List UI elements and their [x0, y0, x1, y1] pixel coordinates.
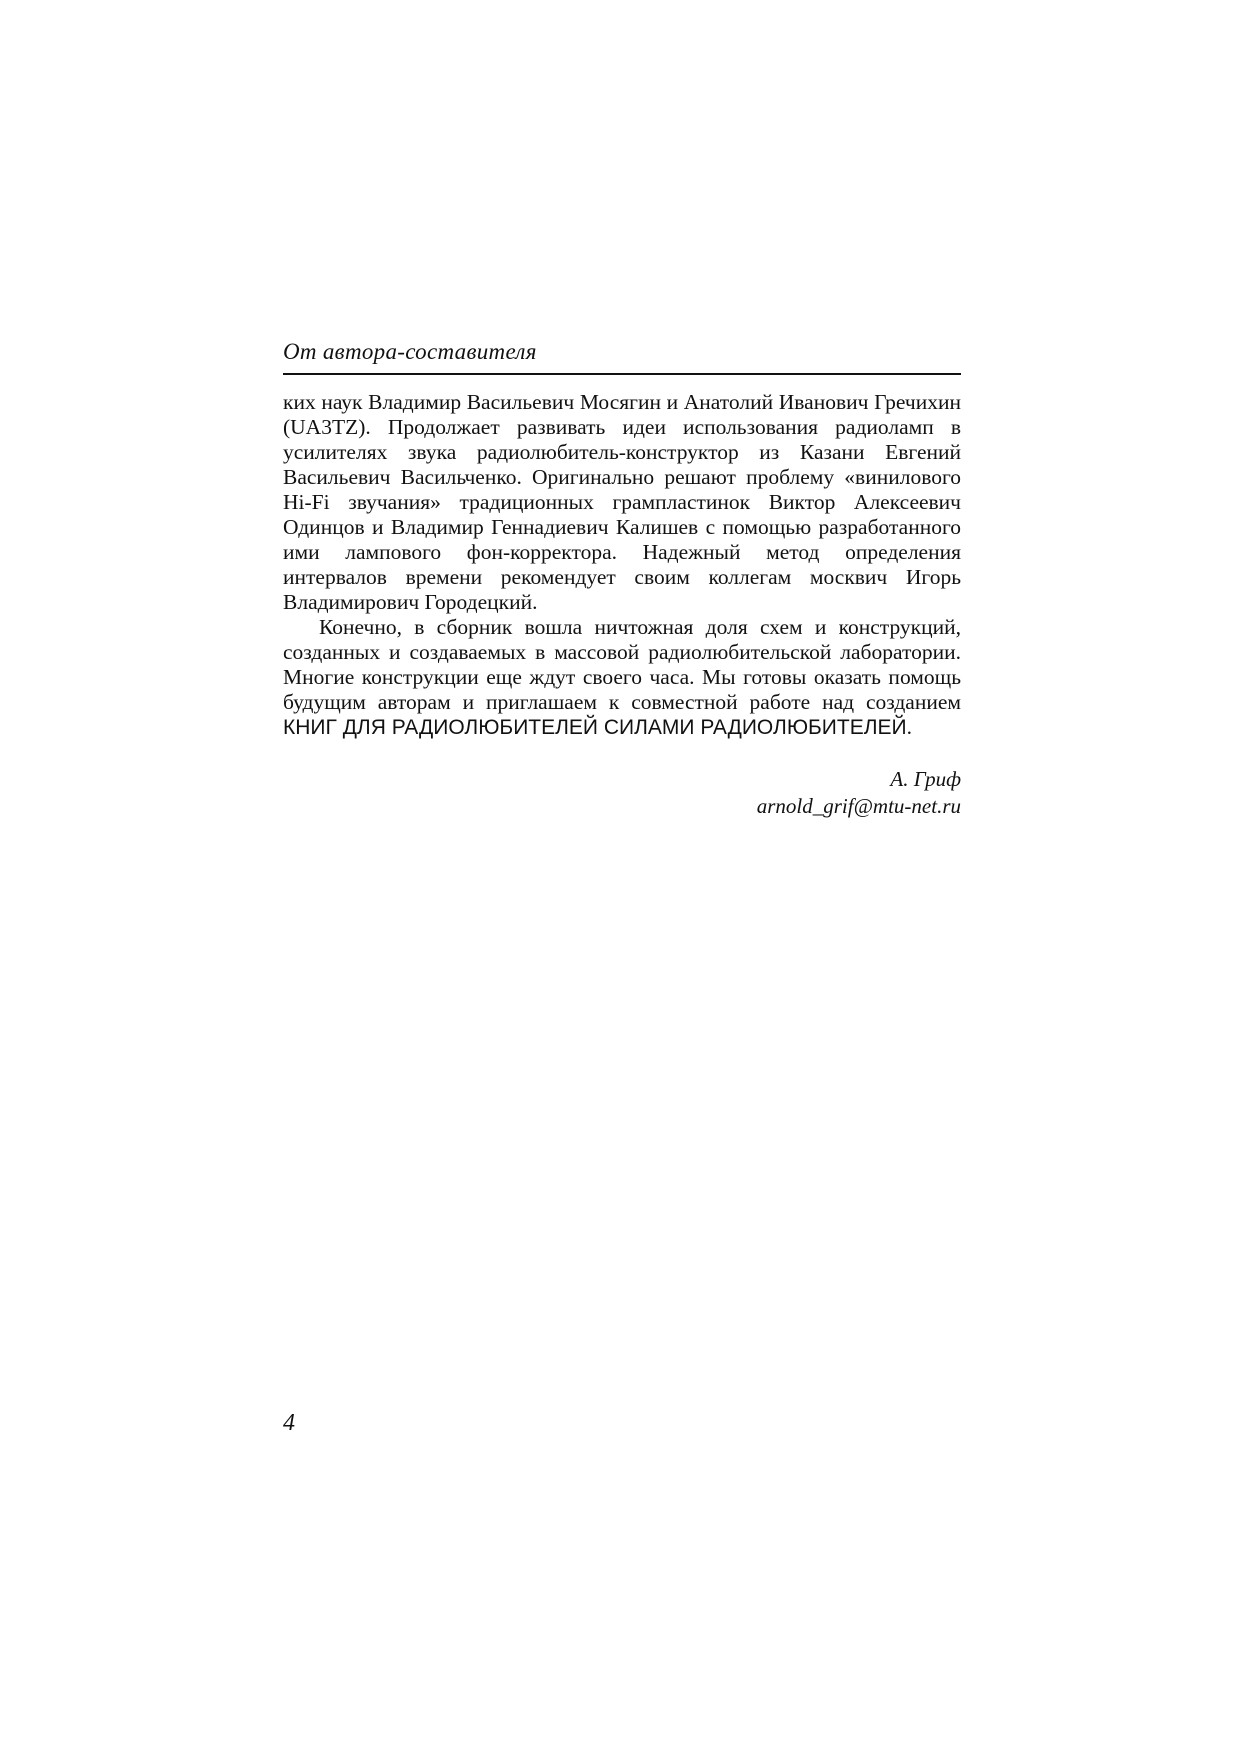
paragraph-2 [283, 615, 961, 740]
body-text [283, 390, 961, 740]
running-head [283, 337, 961, 375]
running-head-title: От автора-составителя [283, 339, 537, 364]
page-number: 4 [283, 1410, 295, 1436]
paragraph-1: ких наук Владимир Васильевич Мосягин и Анатолий Иванович Гречихин (UA3TZ). Продолжает развивать идеи использования радиоламп в усилителях звука радиолюбитель-конструктор из Казани Евгений Васильевич Васильченко. Оригинально решают проблему «винилового Hi-Fi звучания» традиционных грампластинок Виктор Алексеевич Одинцов и Владимир Геннадиевич Калишев с помощью разработанного ими лампового фон-корректора. Надежный метод определения интервалов времени рекомендует своим коллегам москвич Игорь Владимирович Городецкий. [283, 390, 961, 614]
signature-email: arnold_grif@mtu-net.ru [756, 794, 961, 818]
signature-author: А. Гриф [890, 767, 961, 791]
paragraph-2-end: . [906, 715, 912, 739]
paragraph-2-text: Конечно, в сборник вошла ничтожная доля схем и конструкций, созданных и создаваемых в массовой радиолюбительской лаборатории. Многие конструкции еще ждут своего часа. Мы готовы оказать помощь будущим авторам и приглашаем к совместной работе над созданием [283, 615, 961, 714]
signature [283, 766, 961, 820]
paragraph-2-caps: КНИГ ДЛЯ РАДИОЛЮБИТЕЛЕЙ СИЛАМИ РАДИОЛЮБИТЕЛЕЙ [283, 716, 907, 739]
